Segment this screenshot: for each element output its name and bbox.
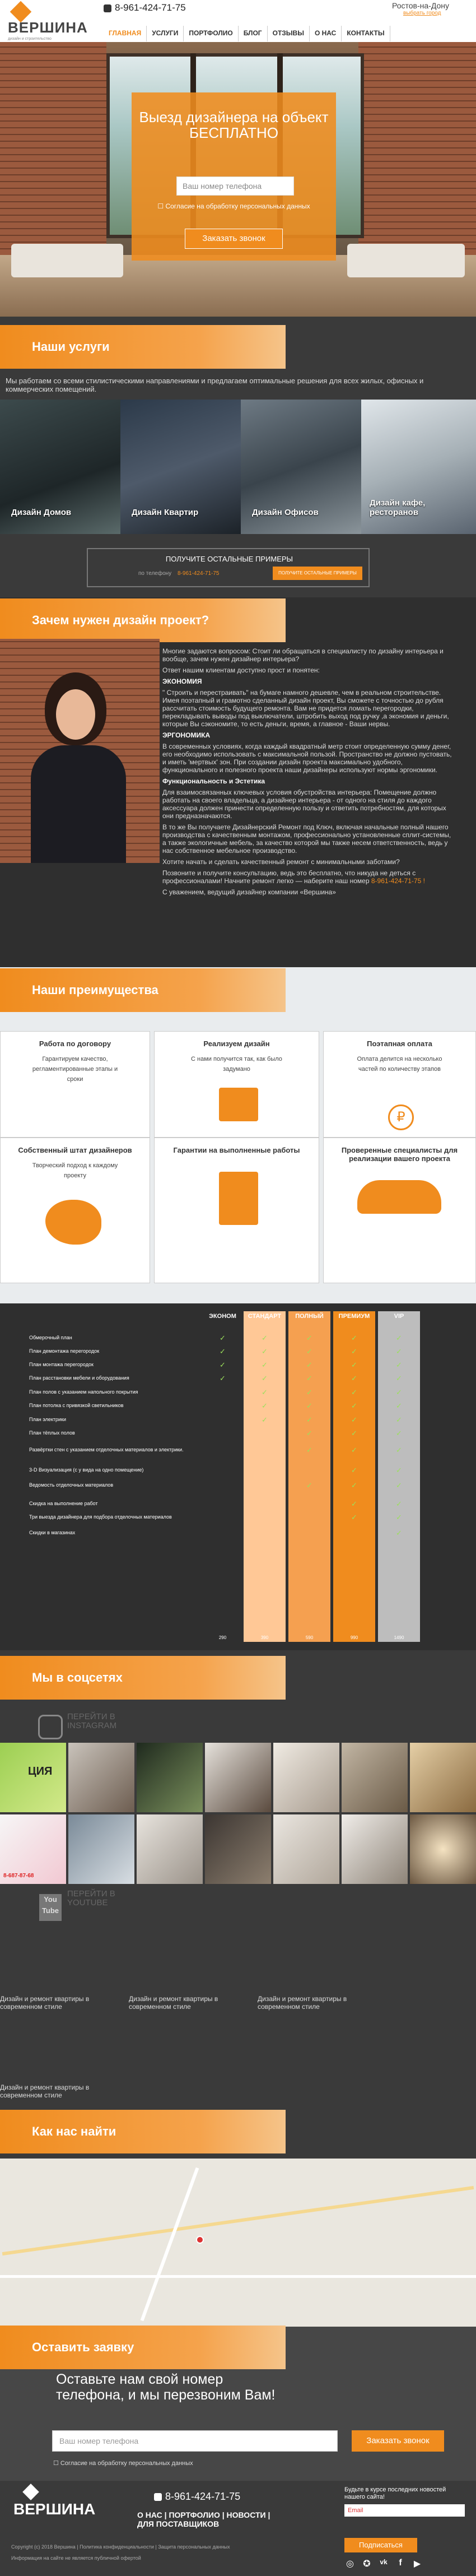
video-title[interactable]: Дизайн и ремонт квартиры в современном стиле	[0, 2083, 90, 2099]
why-banner	[0, 598, 286, 642]
pricing-price: 590	[305, 1635, 314, 1640]
why-title: Зачем нужен дизайн проект?	[32, 613, 209, 627]
gallery-thumb[interactable]	[205, 1814, 271, 1884]
check-icon: ✓	[220, 1361, 226, 1369]
advantage-title: Поэтапная оплата	[367, 1039, 432, 1048]
certificate-icon	[219, 1172, 258, 1225]
check-icon: ✓	[306, 1374, 312, 1382]
logo[interactable]	[8, 2, 97, 40]
pricing-column-title: СТАНДАРТ	[248, 1313, 282, 1320]
nav-item-blog[interactable]: БЛОГ	[239, 26, 268, 41]
check-icon: ✓	[262, 1415, 268, 1424]
pricing-row-label: План полов с указанием напольного покрытия	[29, 1389, 138, 1395]
why-paragraph: Ответ нашим клиентам доступно прост и понятен:	[162, 666, 320, 674]
why-paragraph: В то же Вы получаете Дизайнерский Ремонт под Ключ, включая начальные полный нашего производства с качественным монтажом, профессионально установленные сплит-системы, а также экологичные мебель, за качество которой мы также несем ответственность, ведь у нас собственное мебельное производство.	[162, 823, 451, 855]
map-marker-icon[interactable]	[196, 2236, 204, 2244]
instagram-icon[interactable]	[38, 1715, 63, 1739]
hero-title-line2: БЕСПЛАТНО	[189, 124, 279, 141]
more-examples-sub: по телефону	[138, 570, 172, 577]
footer-disclaimer: Информация на сайте не является публичной офертой	[11, 2555, 141, 2561]
advantage-title: Работа по договору	[39, 1039, 111, 1048]
service-label: Дизайн Офисов	[252, 508, 319, 517]
footer-phone[interactable]	[154, 2491, 240, 2503]
check-icon: ✓	[351, 1334, 357, 1342]
advantage-desc: С нами получится так, как было задумано	[191, 1056, 282, 1073]
advantage-desc: Оплата делится на несколько частей по количеству этапов	[357, 1056, 442, 1073]
gallery-thumb[interactable]	[68, 1814, 134, 1884]
check-icon: ✓	[396, 1388, 402, 1396]
facebook-icon[interactable]: f	[399, 2558, 402, 2568]
footer-nav[interactable]: О НАС | ПОРТФОЛИО | НОВОСТИ | ДЛЯ ПОСТАВЩИКОВ	[137, 2510, 270, 2528]
gallery-thumb[interactable]	[137, 1743, 203, 1812]
check-icon: ✓	[351, 1374, 357, 1382]
check-icon: ✓	[396, 1481, 402, 1489]
gallery-thumb[interactable]	[0, 1814, 66, 1884]
advantage-card	[323, 1138, 476, 1283]
pricing-row-label: 3-D Визуализация (с у вида на одно помещение)	[29, 1467, 144, 1473]
pricing-row-label: План демонтажа перегородок	[29, 1348, 100, 1354]
gallery-thumb[interactable]	[342, 1814, 408, 1884]
hero-title	[132, 109, 336, 141]
why-signature: С уважением, ведущий дизайнер компании «Вершина»	[162, 888, 336, 896]
check-icon: ✓	[306, 1388, 312, 1396]
gallery-thumb[interactable]	[342, 1743, 408, 1812]
check-icon: ✓	[396, 1334, 402, 1342]
pricing-price: 290	[218, 1635, 227, 1640]
youtube-icon[interactable]: ▶	[413, 2559, 421, 2569]
services-banner	[0, 325, 286, 369]
designer-body	[31, 745, 126, 863]
why-paragraph: Позвоните и получите консультацию, ведь это бесплатно, что никуда не деться с профессионалами! Начните ремонт легко — наберите наш номер	[162, 869, 416, 885]
check-icon: ✓	[262, 1347, 268, 1356]
advantage-card	[0, 1031, 150, 1138]
gallery-thumb[interactable]	[205, 1743, 271, 1812]
hero-phone-input[interactable]	[176, 177, 294, 196]
request-heading: Оставьте нам свой номер телефона, и мы перезвоним Вам!	[56, 2371, 276, 2403]
gallery-thumb[interactable]	[0, 1743, 66, 1812]
pricing-column-title: ЭКОНОМ	[209, 1313, 236, 1320]
service-card-offices[interactable]	[241, 400, 361, 534]
gallery-thumb[interactable]	[410, 1814, 476, 1884]
hero-call-button[interactable]: Заказать звонок	[185, 229, 283, 249]
video-title[interactable]: Дизайн и ремонт квартиры в современном стиле	[258, 1995, 347, 2011]
advantage-card	[154, 1031, 319, 1138]
gallery-thumb[interactable]	[137, 1814, 203, 1884]
check-icon: ✓	[306, 1334, 312, 1342]
hero-consent[interactable]	[154, 202, 314, 210]
check-icon: ✓	[351, 1347, 357, 1356]
why-phone-link[interactable]: 8-961-424-71-75 !	[371, 877, 425, 885]
check-icon: ✓	[351, 1401, 357, 1410]
pricing-row-label: План электрики	[29, 1417, 67, 1422]
gallery-thumb[interactable]	[410, 1743, 476, 1812]
pricing-row-label: Три выезда дизайнера для подбора отделочных материалов	[29, 1514, 172, 1520]
more-examples-phone[interactable]: 8-961-424-71-75	[178, 570, 220, 577]
check-icon: ✓	[220, 1347, 226, 1356]
pricing-row-label: План монтажа перегородок	[29, 1362, 94, 1367]
service-card-houses[interactable]	[0, 400, 120, 534]
service-card-cafes[interactable]	[361, 400, 476, 534]
social-banner	[0, 1656, 286, 1700]
advantages-banner	[0, 968, 286, 1012]
check-icon: ✓	[396, 1513, 402, 1521]
pricing-row-label: Скидки в магазинах	[29, 1530, 76, 1535]
pricing-row-label: План тёплых полов	[29, 1430, 75, 1436]
instagram-link[interactable]: ПЕРЕЙТИ В INSTAGRAM	[67, 1712, 117, 1730]
why-paragraph: " Строить и перестраивать" на бумаге намного дешевле, чем в реальном строительстве. Имея поэтапный и грамотно сделанный дизайн проект, Вы сможете с точностью до рубля рассчитать стоимость будущего ремонта. Вам не придется ломать перегородки, перекладывать выводы под выключатели, штробить выход под ручку ,а экономия и деньги, которые Вы сэкономите, то есть деньги, время, а главное - Ваши нервы.	[162, 689, 449, 728]
why-paragraph: В современных условиях, когда каждый квадратный метр стоит определенную сумму денег, его необходимо использовать с максимальной пользой. Пространство не должно пустовать, и иметь 'мертвых' зон. При создании дизайн проекта максимально удобного, функционального и полезного проекта наши дизайнеры используют нормы эргономики.	[162, 742, 452, 774]
palette-icon	[45, 1200, 101, 1245]
pricing-price: 990	[350, 1635, 358, 1640]
phone-icon	[154, 2493, 162, 2501]
header-phone[interactable]	[104, 2, 186, 13]
check-icon: ✓	[396, 1415, 402, 1424]
pricing-price: 1490	[394, 1635, 404, 1640]
checkbox-icon[interactable]: ☐	[157, 202, 166, 210]
advantage-title: Гарантии на выполненные работы	[173, 1146, 300, 1154]
advantage-card	[0, 1138, 150, 1283]
check-icon: ✓	[262, 1388, 268, 1396]
advantage-desc: Творческий подход к каждому проекту	[32, 1162, 118, 1179]
design-plan-icon	[219, 1088, 258, 1121]
services-gallery	[0, 400, 476, 534]
youtube-link[interactable]: ПЕРЕЙТИ В YOUTUBE	[67, 1889, 115, 1907]
request-call-button[interactable]: Заказать звонок	[352, 2430, 444, 2452]
subscribe-email-input[interactable]: Email	[344, 2504, 465, 2517]
nav-item-portfolio[interactable]: ПОРТФОЛИО	[184, 26, 238, 41]
city-select-link[interactable]: выбрать город	[403, 10, 441, 16]
check-icon: ✓	[262, 1401, 268, 1410]
logo-subtitle: дизайн и строительство	[8, 37, 52, 41]
subscribe-text: Будьте в курсе последних новостей нашего сайта!	[344, 2486, 446, 2500]
video-title[interactable]: Дизайн и ремонт квартиры в современном стиле	[0, 1995, 90, 2011]
check-icon: ✓	[396, 1529, 402, 1537]
services-title: Наши услуги	[32, 340, 110, 354]
service-label: Дизайн Квартир	[132, 508, 199, 517]
map-road	[0, 2275, 476, 2278]
phone-icon	[104, 4, 111, 12]
pricing-column-title: ПРЕМИУМ	[338, 1313, 370, 1320]
gallery-thumb[interactable]	[273, 1814, 339, 1884]
service-card-apartments[interactable]	[120, 400, 241, 534]
pricing-row-label: Скидка на выполнение работ	[29, 1501, 98, 1506]
nav-item-about[interactable]: О НАС	[310, 26, 342, 41]
instagram-gallery	[0, 1743, 476, 1888]
check-icon: ✓	[220, 1374, 226, 1382]
check-icon: ✓	[351, 1361, 357, 1369]
nav-item-home[interactable]: ГЛАВНАЯ	[104, 26, 147, 41]
map-banner	[0, 2110, 286, 2153]
check-icon: ✓	[396, 1361, 402, 1369]
vk-icon[interactable]: vk	[380, 2558, 388, 2566]
social-title: Мы в соцсетях	[32, 1670, 123, 1684]
check-icon: ✓	[306, 1401, 312, 1410]
check-icon: ✓	[351, 1415, 357, 1424]
why-paragraph: Многие задаются вопросом: Стоит ли обращаться в специалисту по дизайну интерьера и вообще, зачем нужен дизайнер интерьера?	[162, 647, 444, 663]
advantage-card	[323, 1031, 476, 1138]
ruble-coin-icon: ₽	[388, 1104, 414, 1130]
advantage-desc: Гарантируем качество, регламентированные этапы и сроки	[32, 1056, 118, 1083]
hero-form	[132, 92, 336, 261]
why-paragraph: Хотите начать и сделать качественный ремонт с минимальными заботами?	[162, 858, 400, 866]
pricing-row-label: Обмерочный план	[29, 1335, 72, 1340]
city-label: Ростов-на-Дону	[392, 1, 449, 10]
check-icon: ✓	[396, 1347, 402, 1356]
youtube-icon[interactable]: You Tube	[39, 1894, 62, 1921]
check-icon: ✓	[351, 1446, 357, 1454]
promo-phone: 8-687-87-68	[3, 1873, 34, 1879]
check-icon: ✓	[306, 1415, 312, 1424]
why-paragraph: Для взаимосвязанных ключевых условия обустройства интерьера: Помещение должно работать на своего владельца, а дизайнер интерьера - от одного на стиля до каждого аксессуара должен принести определенную пользу и ответить потребностям, для которых они предназначаются.	[162, 788, 446, 820]
request-consent-label: Согласие на обработку персональных данных	[60, 2460, 193, 2467]
gallery-thumb[interactable]	[68, 1743, 134, 1812]
more-examples-title: ПОЛУЧИТЕ ОСТАЛЬНЫЕ ПРИМЕРЫ	[165, 555, 293, 563]
video-title[interactable]: Дизайн и ремонт квартиры в современном стиле	[129, 1995, 218, 2011]
check-icon: ✓	[351, 1466, 357, 1474]
check-icon: ✓	[396, 1429, 402, 1437]
check-icon: ✓	[306, 1347, 312, 1356]
request-banner	[0, 2326, 286, 2369]
request-consent[interactable]	[53, 2459, 193, 2467]
check-icon: ✓	[306, 1361, 312, 1369]
designer-photo	[0, 639, 160, 863]
check-icon: ✓	[351, 1481, 357, 1489]
map-title: Как нас найти	[32, 2124, 116, 2138]
footer-logo[interactable]: ВЕРШИНА	[13, 2500, 96, 2518]
services-description: Мы работаем со всеми стилистическими направлениями и предлагаем оптимальные решения для всех жилых, офисных и коммерческих помещений.	[6, 377, 424, 393]
why-heading: Функциональность и Эстетика	[162, 777, 265, 785]
subscribe-button[interactable]: Подписаться	[344, 2538, 417, 2552]
check-icon: ✓	[306, 1446, 312, 1454]
check-icon: ✓	[262, 1334, 268, 1342]
advantage-title: Проверенные специалисты для реализации вашего проекта	[341, 1146, 458, 1163]
nav-item-services[interactable]: УСЛУГИ	[147, 26, 184, 41]
check-icon: ✓	[351, 1513, 357, 1521]
check-icon: ✓	[396, 1374, 402, 1382]
more-examples-box	[87, 548, 370, 587]
check-icon: ✓	[220, 1334, 226, 1342]
ok-icon[interactable]: ✪	[363, 2559, 371, 2569]
check-icon: ✓	[396, 1500, 402, 1508]
designer-face	[56, 689, 95, 740]
check-icon: ✓	[396, 1466, 402, 1474]
pricing-row-label: План расстановки мебели и оборудования	[29, 1375, 129, 1381]
header-phone-number: 8-961-424-71-75	[115, 2, 186, 13]
why-heading: ЭРГОНОМИКА	[162, 731, 211, 739]
main-nav	[104, 26, 390, 41]
advantage-title: Реализуем дизайн	[203, 1039, 270, 1048]
hero-sofa	[11, 244, 123, 277]
pricing-column-title: ПОЛНЫЙ	[295, 1313, 324, 1320]
check-icon: ✓	[262, 1374, 268, 1382]
pricing-price: 390	[260, 1635, 269, 1640]
service-label: Дизайн Домов	[11, 508, 72, 517]
why-text	[162, 647, 454, 899]
checkbox-icon[interactable]: ☐	[53, 2460, 60, 2467]
why-heading: ЭКОНОМИЯ	[162, 677, 202, 685]
hero-title-line1: Выезд дизайнера на объект	[139, 109, 329, 126]
advantage-title: Собственный штат дизайнеров	[18, 1146, 132, 1154]
pricing-row-label: План потолка с привязкой светильников	[29, 1403, 124, 1408]
subscribe-box	[336, 2486, 470, 2573]
nav-item-contacts[interactable]: КОНТАКТЫ	[342, 26, 390, 41]
hero-phone-placeholder: Ваш номер телефона	[183, 182, 262, 191]
check-icon: ✓	[351, 1500, 357, 1508]
service-label: Дизайн кафе, ресторанов	[370, 498, 426, 517]
check-icon: ✓	[396, 1446, 402, 1454]
more-examples-button[interactable]: ПОЛУЧИТЕ ОСТАЛЬНЫЕ ПРИМЕРЫ	[273, 567, 362, 580]
footer-copyright: Copyright (c) 2018 Вершина | Политика конфиденциальности | Защита персональных данных	[11, 2544, 230, 2550]
pricing-row-label: Ведомость отделочных материалов	[29, 1482, 114, 1488]
check-icon: ✓	[351, 1388, 357, 1396]
logo-text: ВЕРШИНА	[8, 19, 88, 36]
advantage-card	[154, 1138, 319, 1283]
check-icon: ✓	[262, 1361, 268, 1369]
footer-phone-number: 8-961-424-71-75	[165, 2491, 241, 2502]
request-title: Оставить заявку	[32, 2340, 134, 2354]
instagram-icon[interactable]: ◎	[346, 2559, 354, 2569]
request-phone-input[interactable]: Ваш номер телефона	[52, 2430, 338, 2452]
workers-icon	[357, 1180, 441, 1214]
pricing-row-label: Развёртки стен с указанием отделочных материалов и электрики.	[29, 1447, 184, 1452]
hero-brick-wall-right	[358, 42, 476, 255]
check-icon: ✓	[396, 1401, 402, 1410]
hero-sofa	[347, 244, 465, 277]
pricing-column-title: VIP	[394, 1313, 404, 1320]
hero-consent-label: Согласие на обработку персональных данных	[165, 202, 310, 210]
promo-text: ЦИЯ	[28, 1765, 53, 1777]
check-icon: ✓	[306, 1429, 312, 1437]
hero-brick-wall	[0, 42, 106, 255]
check-icon: ✓	[351, 1429, 357, 1437]
nav-item-reviews[interactable]: ОТЗЫВЫ	[268, 26, 310, 41]
check-icon: ✓	[306, 1481, 312, 1489]
advantages-title: Наши преимущества	[32, 983, 158, 997]
gallery-thumb[interactable]	[273, 1743, 339, 1812]
